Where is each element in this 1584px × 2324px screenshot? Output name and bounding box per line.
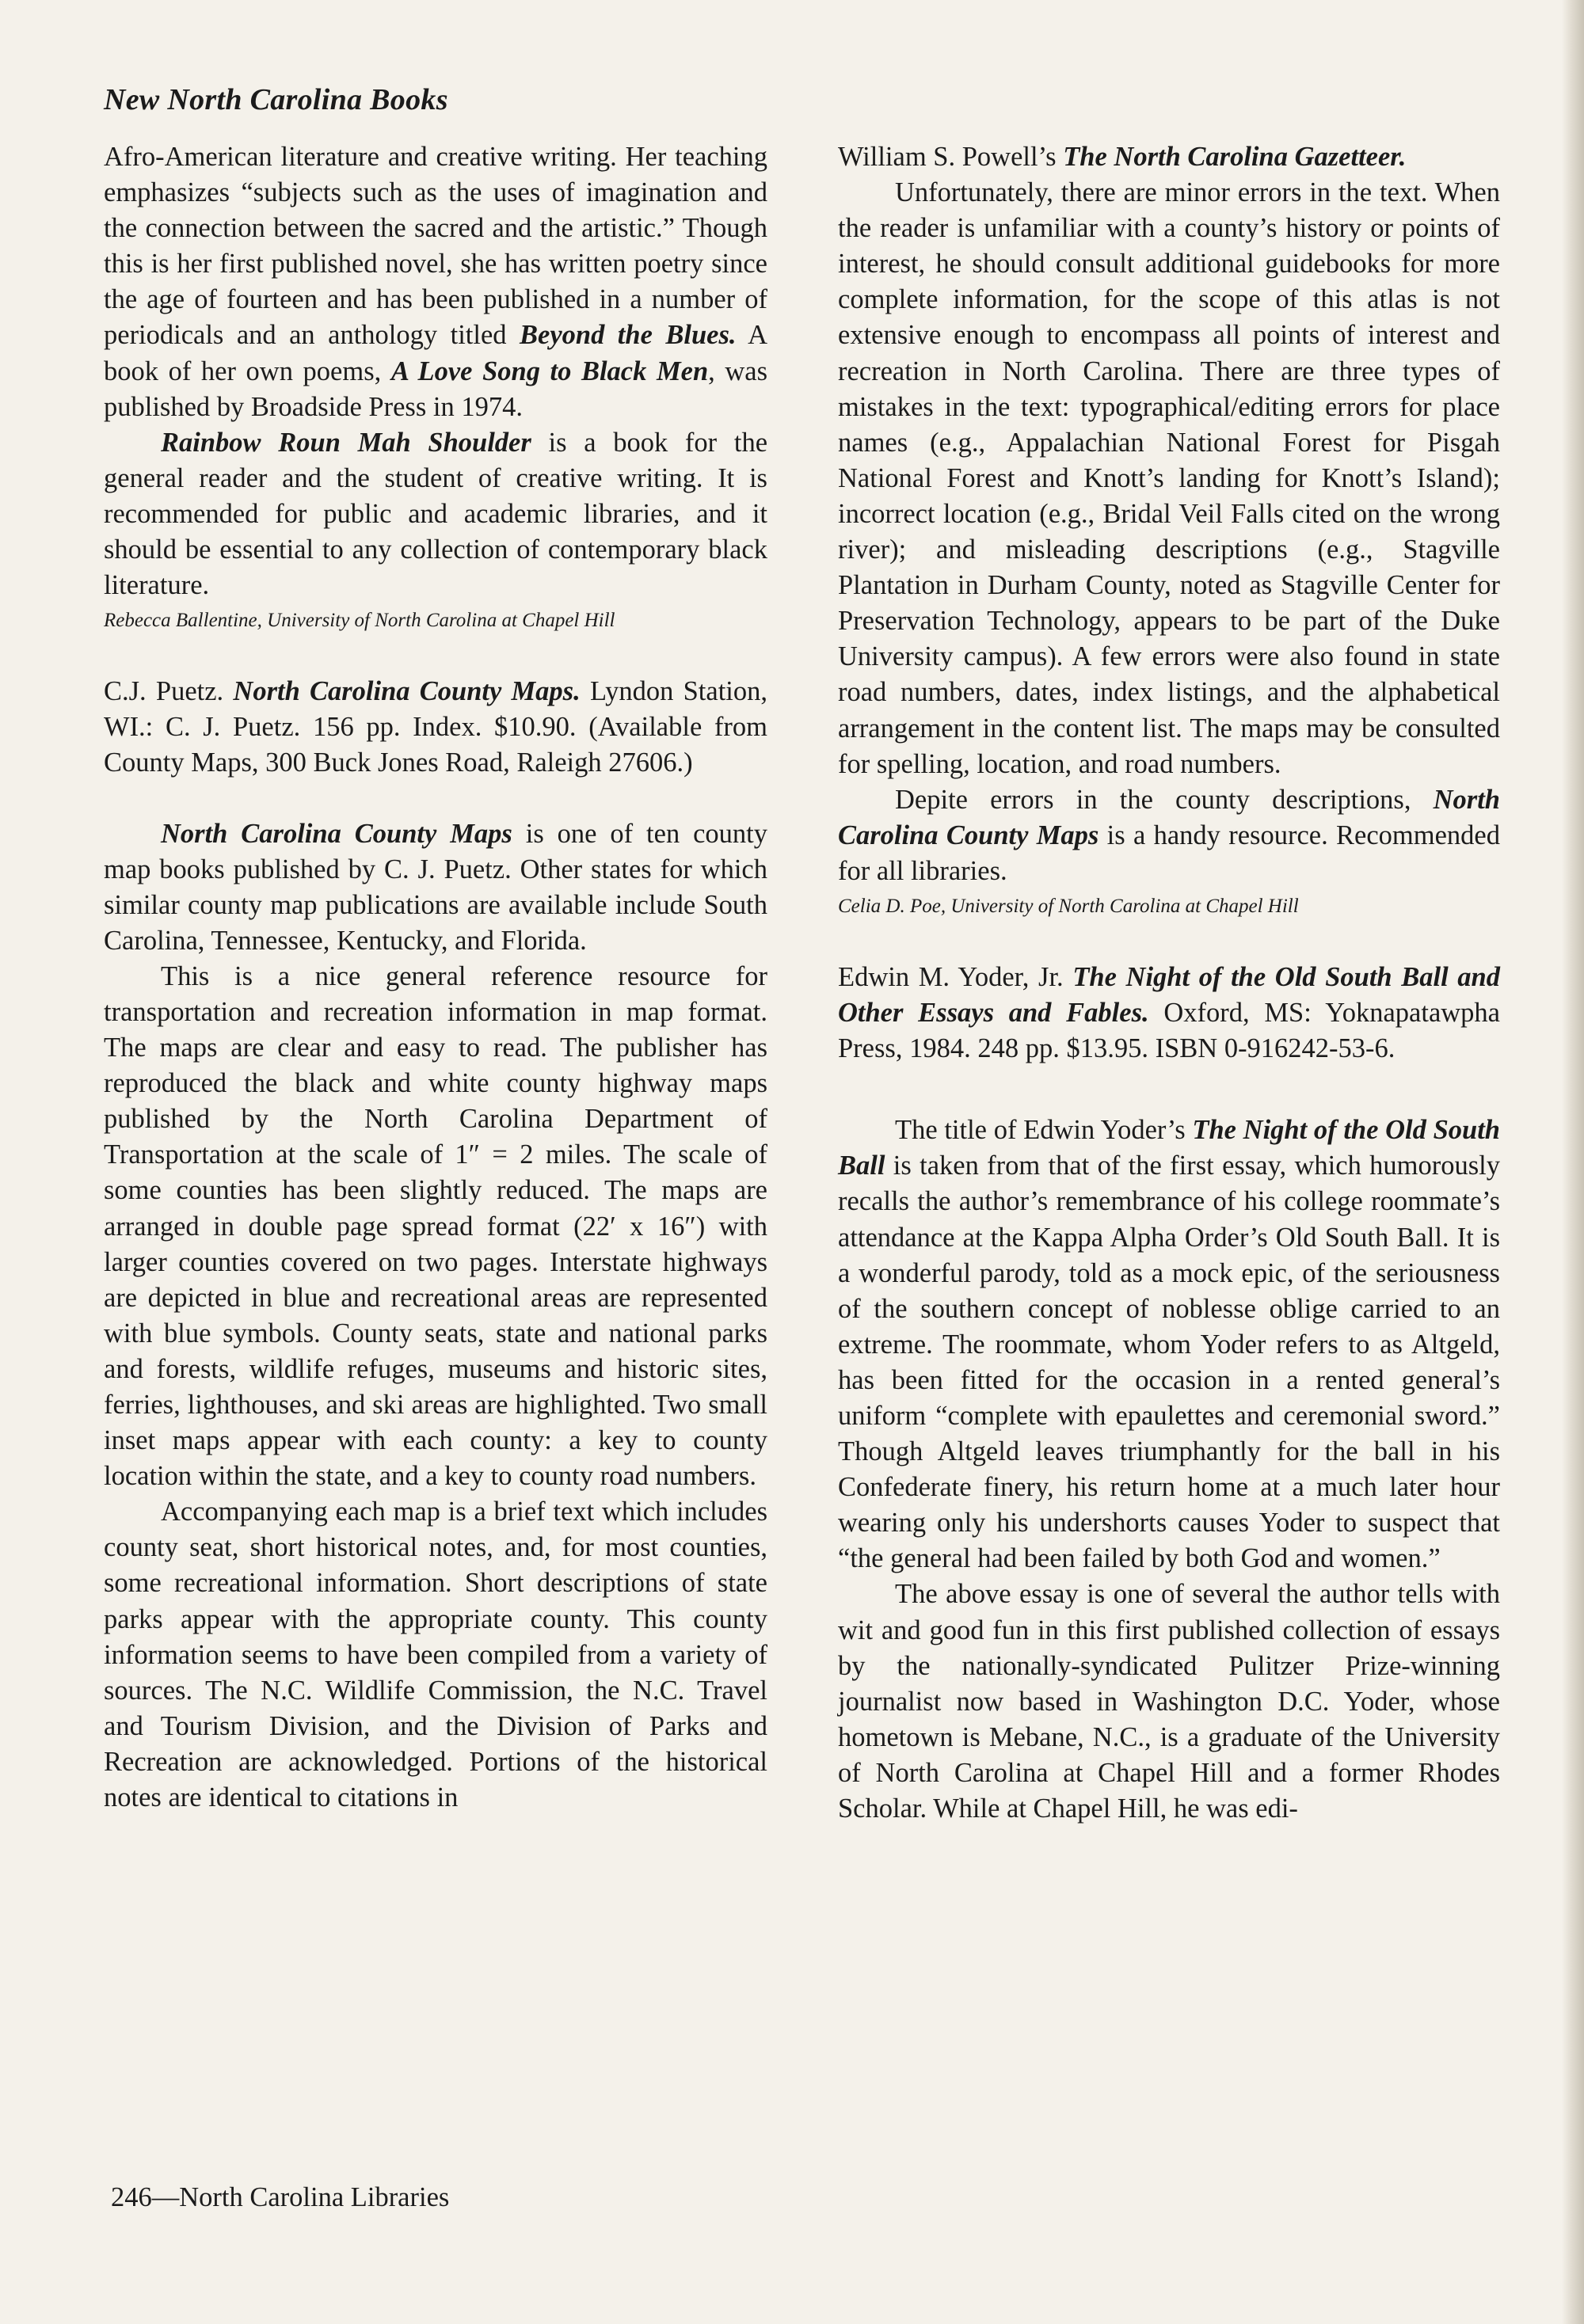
book-citation: Edwin M. Yoder, Jr. The Night of the Old South Ball and Other Essays and Fables. Oxford, MS: Yoknapatawpha Press, 1984. 248 pp. $13.95. ISBN 0-916242-53-6. — [838, 961, 1500, 1064]
book-citation: C.J. Puetz. North Carolina County Maps. Lyndon Station, WI.: C. J. Puetz. 156 pp. Index. $10.90. (Available from County Maps, 300 Buck Jones Road, Raleigh 27606.) — [104, 676, 767, 778]
paragraph: Unfortunately, there are minor errors in the text. When the reader is unfamiliar with a county’s history or points of interest, he should consult additional guidebooks for more complete information, for the scope of this atlas is not extensive enough to encompass all points of interest and recreation in North Carolina. There are three types of mistakes in the text: typographical/editing errors for place names (e.g., Appalachian National Forest for Pisgah National Forest and Knott’s landing for Knott’s Island); incorrect location (e.g., Bridal Veil Falls cited on the wrong river); and misleading descriptions (e.g., Stagville Plantation in Durham County, noted as Stagville Center for Preservation Technology, appears to be part of the Duke University campus). A few errors were also found in state road numbers, dates, index listings, and the alphabetical arrangement in the content list. The maps may be consulted for spelling, location, and road numbers. — [838, 177, 1500, 779]
paragraph: Rainbow Roun Mah Shoulder is a book for the general reader and the student of creative writing. It is recommended for public and academic libraries, and it should be essential to any collection of contemporary black literature. — [104, 427, 768, 601]
left-column — [104, 139, 767, 1816]
paragraph: Depite errors in the county descriptions, North Carolina County Maps is a handy resource. Recommended for all libraries. — [838, 784, 1500, 886]
paragraph: Accompanying each map is a brief text which includes county seat, short historical notes, and, for most counties, some recreational information. Short descriptions of state parks appear with the appropriate county. This county information seems to have been compiled from a variety of sources. The N.C. Wildlife Commission, the N.C. Travel and Tourism Division, and the Division of Parks and Recreation are acknowledged. Portions of the historical notes are identical to citations in — [104, 1497, 767, 1813]
reviewer-signature: Celia D. Poe, University of North Carolina at Chapel Hill — [838, 895, 1299, 917]
paragraph: William S. Powell’s The North Carolina Gazetteer. — [838, 142, 1407, 172]
paragraph: This is a nice general reference resource for transportation and recreation information in map format. The maps are clear and easy to read. The publisher has reproduced the black and white county highway maps published by the North Carolina Department of Transportation at the scale of 1″ = 2 miles. The scale of some counties has been slightly reduced. The maps are arranged in double page spread format (22′ x 16″) with larger counties covered on two pages. Interstate highways are depicted in blue and recreational areas are represented with blue symbols. County seats, state and national parks and forests, wildlife refuges, museums and historic sites, ferries, lighthouses, and ski areas are highlighted. Two small inset maps appear with each county: a key to county location within the state, and a key to county road numbers. — [104, 960, 767, 1492]
paragraph: North Carolina County Maps is one of ten county map books published by C. J. Puetz. Other states for which similar county map publications are available include South Carolina, Tennessee, Kentucky, and Florida. — [104, 818, 768, 956]
paragraph: The title of Edwin Yoder’s The Night of the Old South Ball is taken from that of the first essay, which humorously recalls the author’s remembrance of his college roommate’s attendance at the Kappa Alpha Order’s Old South Ball. It is a wonderful parody, told as a mock epic, of the seriousness of the southern concept of noblesse oblige carried to an extreme. The roommate, whom Yoder refers to as Altgeld, has been fitted for the occasion in a rented general’s uniform “complete with epaulettes and ceremonial sword.” Though Altgeld leaves triumphantly for the ball in his Confederate finery, his return home at a much later hour wearing only his undershorts causes Yoder to suspect that “the general had been failed by both God and women.” — [838, 1115, 1500, 1574]
paragraph: Afro-American literature and creative writing. Her teaching emphasizes “subjects such as the uses of imagination and the connection between the sacred and the artistic.” Though this is her first published novel, she has written poetry since the age of fourteen and has been published in a number of periodicals and an anthology titled Beyond the Blues. A book of her own poems, A Love Song to Black Men, was published by Broadside Press in 1974. — [104, 142, 768, 422]
right-column — [838, 139, 1500, 1827]
page-edge-shadow — [1562, 0, 1584, 2324]
running-header: New North Carolina Books — [104, 83, 448, 116]
page-footer: 246—North Carolina Libraries — [111, 2182, 450, 2212]
paragraph: The above essay is one of several the author tells with wit and good fun in this first published collection of essays by the nationally-syndicated Pulitzer Prize-winning journalist now based in Washington D.C. Yoder, whose hometown is Mebane, N.C., is a graduate of the University of North Carolina at Chapel Hill and a former Rhodes Scholar. While at Chapel Hill, he was edi- — [838, 1579, 1500, 1824]
reviewer-signature: Rebecca Ballentine, University of North Carolina at Chapel Hill — [104, 610, 615, 632]
